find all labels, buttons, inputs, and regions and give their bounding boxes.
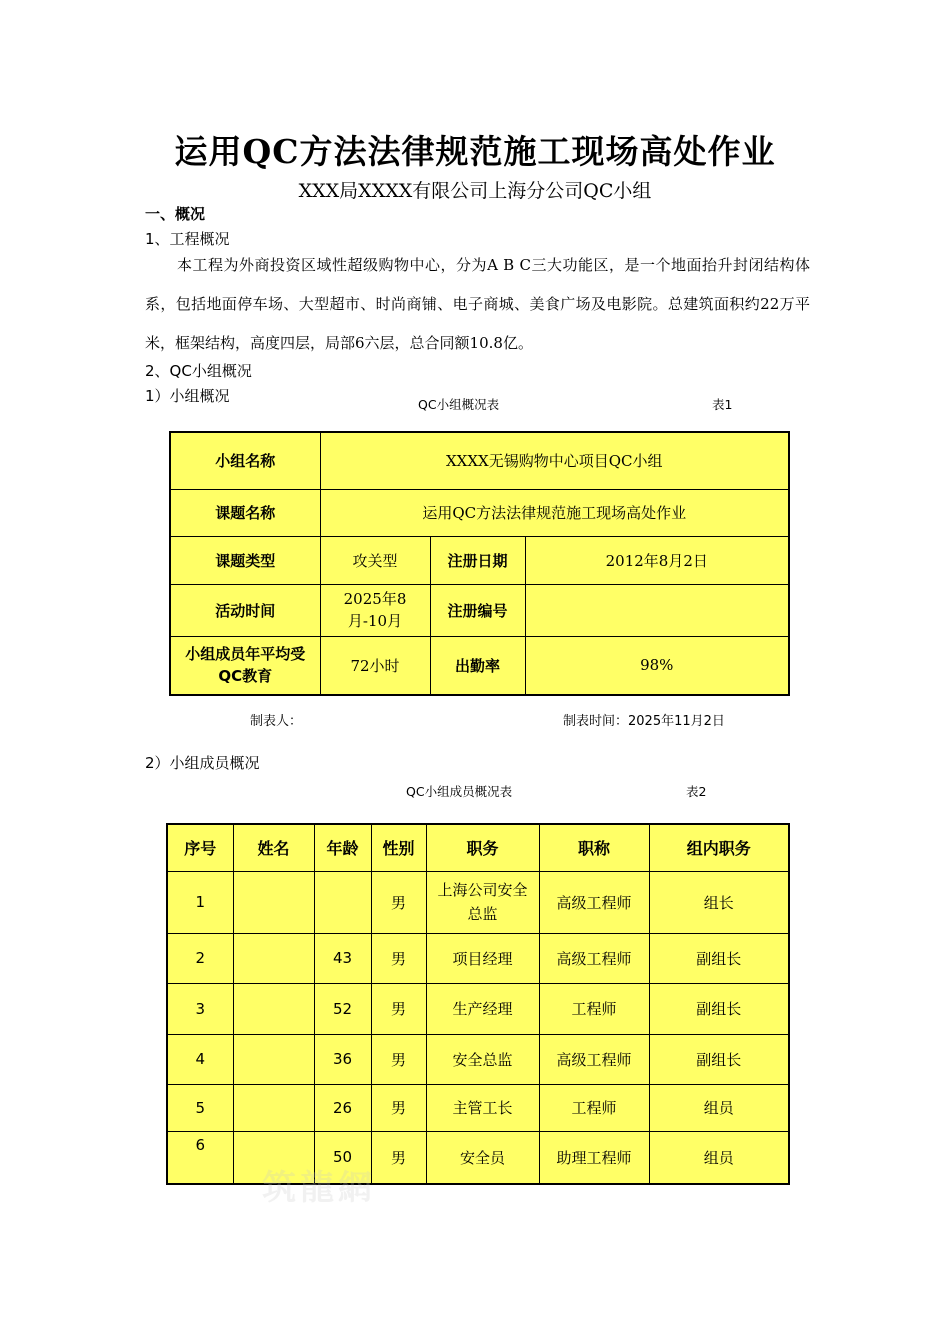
cell-age: 50 [314,1131,371,1184]
cell-group-role: 组员 [649,1131,789,1184]
cell-group-role: 副组长 [649,1034,789,1084]
cell-position: 主管工长 [426,1084,539,1131]
attendance-label: 出勤率 [430,636,525,695]
cell-group-role: 副组长 [649,983,789,1034]
cell-title: 高级工程师 [539,933,649,983]
table1-caption: QC小组概况表 [418,397,500,412]
header-age: 年龄 [314,824,371,871]
table-maker: 制表人： [250,714,303,729]
cell-name [233,871,314,933]
cell-group-role: 组长 [649,871,789,933]
topic-type-value: 攻关型 [320,536,430,584]
cell-group-role: 组员 [649,1084,789,1131]
heading-project-overview: 1、工程概况 [145,230,230,248]
topic-type-label: 课题类型 [170,536,320,584]
reg-no-label: 注册编号 [430,584,525,636]
qc-education-label: 小组成员年平均受QC教育 [170,636,320,695]
group-overview-table [169,431,790,696]
cell-position: 上海公司安全总监 [426,871,539,933]
document-subtitle: XXX局XXXX有限公司上海分公司QC小组 [298,180,652,202]
table2-number: 表2 [686,784,707,799]
cell-position: 安全员 [426,1131,539,1184]
activity-time-label: 活动时间 [170,584,320,636]
watermark-logo: 筑龍網 [262,1168,376,1208]
cell-group-role: 副组长 [649,933,789,983]
topic-value: 运用QC方法法律规范施工现场高处作业 [320,489,789,536]
table1-number: 表1 [712,397,733,412]
project-overview-paragraph: 本工程为外商投资区域性超级购物中心，分为A B C三大功能区，是一个地面抬升封闭结构体系，包括地面停车场、大型超市、时尚商铺、电子商城、美食广场及电影院。总建筑面积约22万平米，框架结构，高度四层，局部6六层，总合同额10.8亿。 [145,256,810,352]
cell-index: 3 [167,983,233,1034]
member-table [166,823,790,1185]
header-gender: 性别 [371,824,426,871]
cell-name [233,1084,314,1131]
header-index: 序号 [167,824,233,871]
table-row [167,871,789,933]
cell-position: 生产经理 [426,983,539,1034]
cell-index: 4 [167,1034,233,1084]
qc-education-value: 72小时 [320,636,430,695]
activity-time-value: 2025年8月-10月 [320,584,430,636]
group-name-label: 小组名称 [170,432,320,489]
section-heading-overview: 一、概况 [145,205,206,223]
cell-title: 高级工程师 [539,871,649,933]
cell-title: 高级工程师 [539,1034,649,1084]
table-made-time: 制表时间：2025年11月2日 [563,714,725,729]
cell-gender: 男 [371,1131,426,1184]
cell-title: 工程师 [539,983,649,1034]
heading-group-summary: 1）小组概况 [145,387,230,405]
cell-index: 6 [167,1131,233,1184]
cell-gender: 男 [371,1034,426,1084]
topic-label: 课题名称 [170,489,320,536]
cell-age: 52 [314,983,371,1034]
header-title: 职称 [539,824,649,871]
cell-age: 43 [314,933,371,983]
cell-title: 工程师 [539,1084,649,1131]
cell-gender: 男 [371,871,426,933]
cell-index: 2 [167,933,233,983]
table2-caption: QC小组成员概况表 [406,784,513,799]
cell-title: 助理工程师 [539,1131,649,1184]
document-title: 运用QC方法法律规范施工现场高处作业 [174,132,776,171]
table-row [167,933,789,983]
reg-date-label: 注册日期 [430,536,525,584]
cell-gender: 男 [371,933,426,983]
header-group-role: 组内职务 [649,824,789,871]
header-position: 职务 [426,824,539,871]
table-row [167,1034,789,1084]
heading-member-overview: 2）小组成员概况 [145,754,260,772]
cell-gender: 男 [371,983,426,1034]
cell-name [233,933,314,983]
attendance-value: 98% [525,636,789,695]
cell-position: 安全总监 [426,1034,539,1084]
cell-age: 36 [314,1034,371,1084]
cell-position: 项目经理 [426,933,539,983]
cell-age [314,871,371,933]
cell-age: 26 [314,1084,371,1131]
cell-name [233,1034,314,1084]
header-name: 姓名 [233,824,314,871]
cell-gender: 男 [371,1084,426,1131]
group-name-value: XXXX无锡购物中心项目QC小组 [320,432,789,489]
heading-qc-group-overview: 2、QC小组概况 [145,362,252,380]
table-row [167,1084,789,1131]
cell-index: 5 [167,1084,233,1131]
table-row [167,1131,789,1184]
cell-index: 1 [167,871,233,933]
reg-date-value: 2012年8月2日 [525,536,789,584]
table-row [167,983,789,1034]
cell-name [233,983,314,1034]
reg-no-value [525,584,789,636]
